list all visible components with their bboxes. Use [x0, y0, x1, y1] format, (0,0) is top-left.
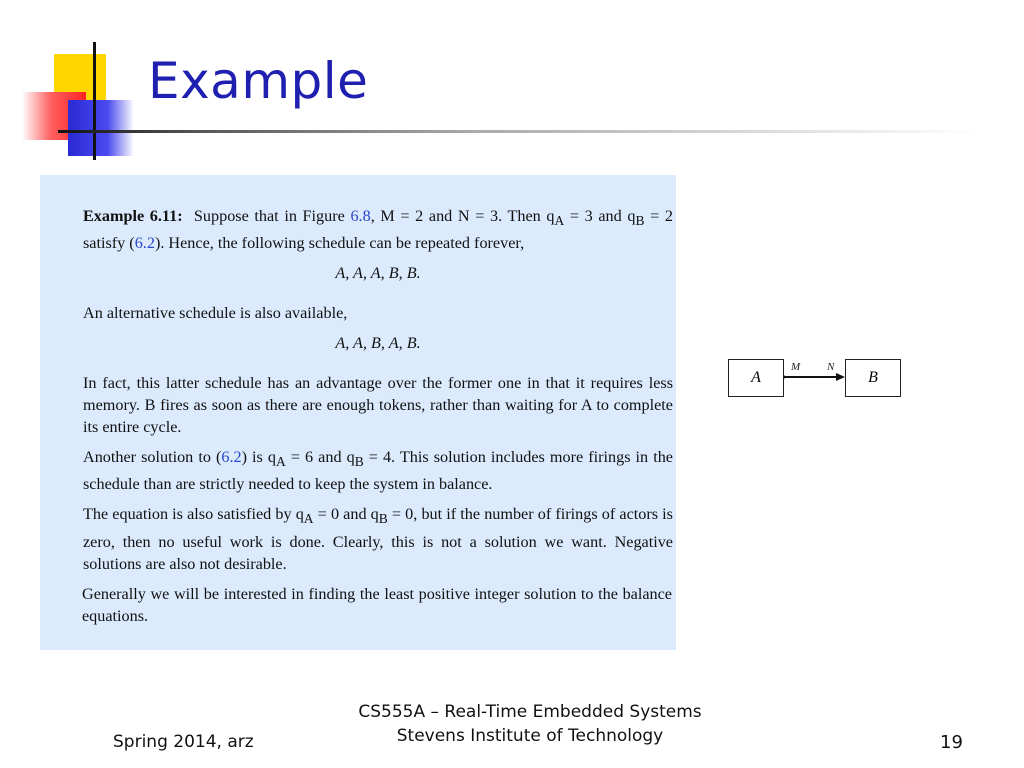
sdf-diagram — [726, 356, 906, 400]
subscript: A — [303, 511, 314, 527]
edge-label-m: M — [791, 361, 801, 373]
example-paragraph-1 — [83, 205, 673, 254]
subscript: A — [554, 213, 565, 229]
text-run: The equation is also satisfied by q — [83, 505, 304, 524]
slide-logo-decoration — [0, 0, 160, 170]
text-run: = 3 and q — [564, 207, 636, 225]
equation-ref-link[interactable]: 6.2 — [134, 234, 155, 253]
node-b: B — [845, 359, 901, 397]
example-paragraph-6-wrap — [82, 583, 672, 627]
text-run: = 0, but if the number of firings of actors is zero, then no useful work is done. Clearly, this is not a solution we want. Negative solutions are also not desirable. — [83, 505, 673, 573]
text-run: ). Hence, the following schedule can be repeated forever, — [154, 234, 525, 253]
text-run: = 2 satisfy ( — [83, 207, 673, 253]
footer-course — [320, 700, 740, 748]
text-run: ) is q — [241, 448, 277, 467]
footer-course-line-1: CS555A – Real-Time Embedded Systems — [358, 702, 702, 722]
footer-date: Spring 2014, arz — [113, 732, 254, 752]
text-run: Suppose that in Figure — [193, 207, 351, 225]
text-run: Another solution to ( — [83, 448, 222, 467]
logo-blue-square — [68, 100, 134, 156]
page-number: 19 — [940, 732, 963, 753]
example-paragraph-5 — [83, 503, 673, 574]
schedule-1: A, A, A, B, B. — [335, 264, 421, 283]
example-paragraph-2: An alternative schedule is also available, — [83, 304, 348, 323]
example-text — [83, 205, 673, 575]
text-run: = 0 and q — [313, 505, 379, 524]
equation-ref-link[interactable]: 6.2 — [221, 448, 242, 467]
example-paragraph-3: In fact, this latter schedule has an advantage over the former one in that it requires less memory. B fires as soon as there are enough tokens, rather than waiting for A to complete its entire cycle. — [83, 374, 673, 437]
logo-vertical-line — [93, 42, 96, 160]
subscript: B — [354, 454, 364, 470]
footer-course-line-2: Stevens Institute of Technology — [396, 726, 664, 746]
schedule-2: A, A, B, A, B. — [335, 334, 421, 353]
subscript: B — [635, 213, 645, 229]
example-paragraph-4 — [83, 446, 673, 495]
example-label: Example 6.11: — [83, 207, 183, 225]
example-box — [40, 175, 676, 650]
example-paragraph-6: Generally we will be interested in finding the least positive integer solution to the balance equations. — [82, 585, 672, 625]
figure-ref-link[interactable]: 6.8 — [350, 207, 371, 225]
title-underline — [58, 130, 978, 133]
subscript: B — [378, 511, 388, 527]
subscript: A — [276, 454, 286, 470]
text-run: , M = 2 and N = 3. Then q — [370, 207, 555, 225]
text-run: = 4. This solution includes more firings in the schedule than are strictly needed to keep the system in balance. — [83, 448, 673, 494]
slide-title: Example — [148, 52, 369, 110]
edge-label-n: N — [827, 361, 835, 373]
text-run: = 6 and q — [285, 448, 355, 467]
node-a: A — [728, 359, 784, 397]
